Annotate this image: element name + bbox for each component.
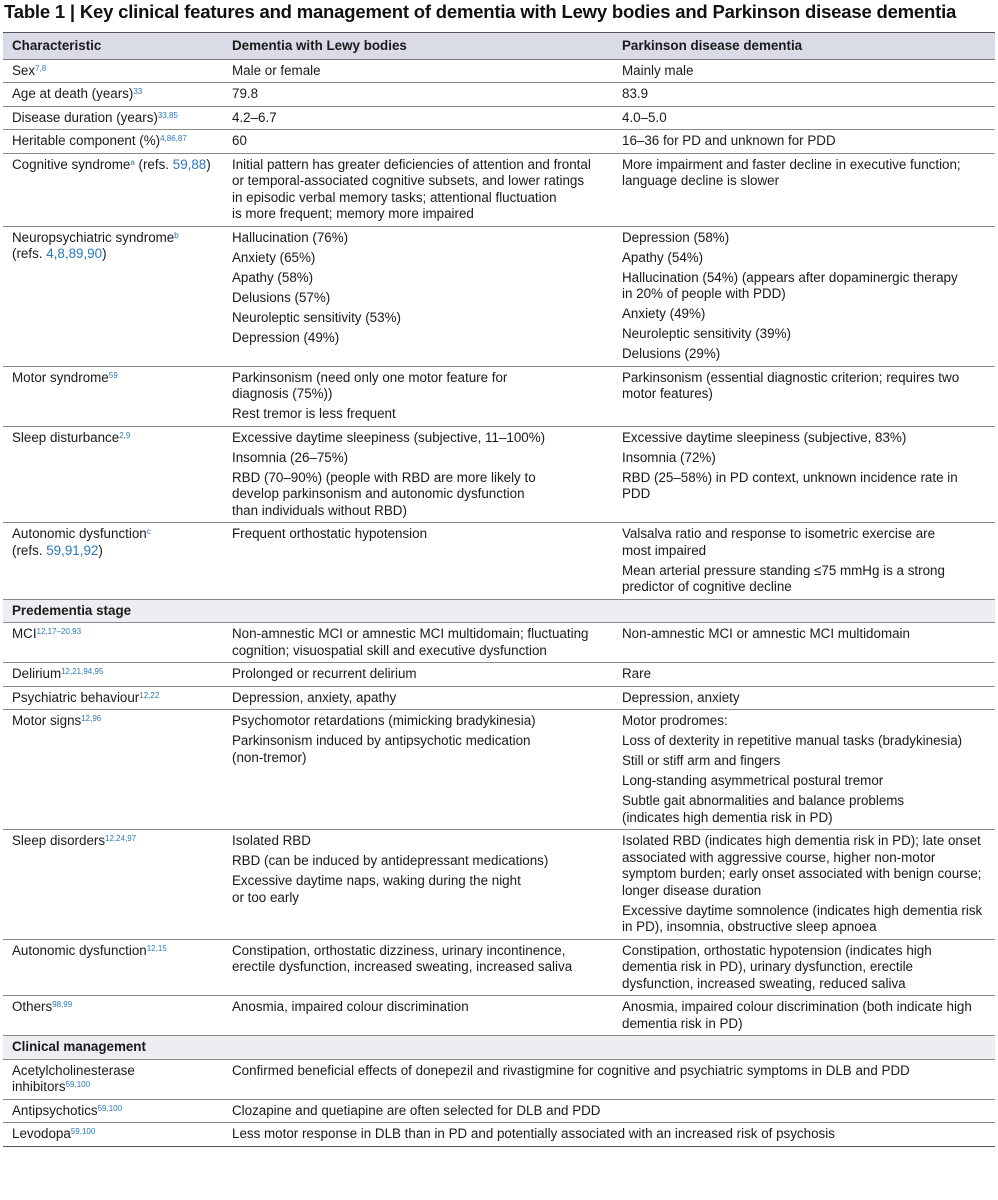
pdd-line: Neuroleptic sensitivity (39%) <box>622 326 791 341</box>
pdd-line: Anxiety (49%) <box>622 306 706 321</box>
characteristic-label: Sleep disturbance <box>12 429 120 445</box>
dlb-cell <box>223 59 613 83</box>
pdd-line: Insomnia (72%) <box>622 449 716 465</box>
reference-superscript[interactable]: 98,99 <box>52 1000 73 1009</box>
table-body <box>3 59 995 1146</box>
characteristic-cell <box>3 59 223 83</box>
reference-link[interactable]: 4,8,89,90 <box>46 246 103 261</box>
pdd-cell <box>613 663 995 687</box>
pdd-line: Valsalva ratio and response to isometric exercise are most impaired <box>622 526 936 558</box>
pdd-line: Non-amnestic MCI or amnestic MCI multidomain <box>622 626 910 641</box>
pdd-cell <box>613 153 995 226</box>
table-row <box>3 226 995 366</box>
pdd-line: Mainly male <box>622 62 694 78</box>
pdd-cell <box>613 83 995 107</box>
dlb-line: Initial pattern has greater deficiencies of attention and frontal or temporal-associated cognitive subsets, and lower ratings in episodic verbal memory tasks; attentional fluctuation is more frequent; memory more impaired <box>232 156 591 221</box>
table-header-row <box>3 33 995 60</box>
table-row <box>3 1123 995 1147</box>
clinical-features-table <box>3 32 995 1147</box>
table-row <box>3 366 995 426</box>
table-row <box>3 83 995 107</box>
characteristic-label: MCI <box>12 626 37 641</box>
table-row <box>3 623 995 663</box>
pdd-cell <box>613 59 995 83</box>
pdd-line: More impairment and faster decline in executive function; language decline is slower <box>622 156 961 188</box>
dlb-cell <box>223 663 613 687</box>
table-row <box>3 939 995 996</box>
characteristic-cell <box>3 1059 223 1099</box>
dlb-line: Anxiety (65%) <box>232 249 316 265</box>
characteristic-label: Autonomic dysfunction <box>12 526 147 541</box>
table-row <box>3 710 995 830</box>
dlb-cell <box>223 106 613 130</box>
pdd-line: Hallucination (54%) (appears after dopaminergic therapy in 20% of people with PDD) <box>622 269 958 301</box>
pdd-line: 16–36 for PD and unknown for PDD <box>622 133 836 148</box>
pdd-cell <box>613 710 995 830</box>
reference-superscript[interactable]: 33 <box>133 87 143 96</box>
dlb-line: Non-amnestic MCI or amnestic MCI multidomain; fluctuating cognition; visuospatial skill and executive dysfunction <box>232 626 589 658</box>
pdd-line: Parkinsonism (essential diagnostic criterion; requires two motor features) <box>622 369 960 401</box>
pdd-line: Depression (58%) <box>622 229 730 245</box>
characteristic-cell <box>3 1123 223 1147</box>
dlb-line: Apathy (58%) <box>232 269 314 285</box>
pdd-cell <box>613 686 995 710</box>
header-pdd: Parkinson disease dementia <box>613 33 995 60</box>
pdd-cell <box>613 939 995 996</box>
pdd-line: Excessive daytime somnolence (indicates high dementia risk in PD), insomnia, obstructive sleep apnoea <box>622 902 983 934</box>
dlb-line: Psychomotor retardations (mimicking bradykinesia) <box>232 713 536 728</box>
pdd-line: 83.9 <box>622 86 649 101</box>
dlb-cell <box>223 686 613 710</box>
reference-superscript[interactable]: 12,17–20,93 <box>36 627 82 636</box>
pdd-cell <box>613 366 995 426</box>
reference-superscript[interactable]: 59,100 <box>65 1080 91 1089</box>
pdd-line: Apathy (54%) <box>622 249 704 265</box>
reference-link[interactable]: 59,88 <box>172 156 207 172</box>
pdd-cell <box>613 426 995 523</box>
reference-link[interactable]: 59,91,92 <box>46 542 99 558</box>
pdd-cell <box>613 226 995 366</box>
refs-suffix: ) <box>102 246 107 261</box>
characteristic-cell <box>3 426 223 523</box>
dlb-line: RBD (70–90%) (people with RBD are more likely to develop parkinsonism and autonomic dysfunction than individuals without RBD) <box>232 469 536 518</box>
reference-superscript: b <box>174 230 179 240</box>
table-row <box>3 106 995 130</box>
characteristic-label: Disease duration (years) <box>12 109 158 125</box>
table-row <box>3 426 995 523</box>
characteristic-cell <box>3 106 223 130</box>
reference-superscript[interactable]: 12,15 <box>146 943 167 953</box>
dlb-cell <box>223 153 613 226</box>
refs-suffix: ) <box>206 156 211 172</box>
combined-cell: Confirmed beneficial effects of donepezil and rivastigmine for cognitive and psychiatric symptoms in DLB and PDD <box>223 1059 995 1099</box>
reference-superscript[interactable]: 59 <box>108 370 118 380</box>
dlb-line: 60 <box>232 133 247 148</box>
pdd-line: Subtle gait abnormalities and balance problems (indicates high dementia risk in PD) <box>622 793 905 825</box>
dlb-cell <box>223 83 613 107</box>
characteristic-label: Acetylcholinesterase inhibitors <box>12 1062 135 1094</box>
dlb-line: 4.2–6.7 <box>232 109 277 125</box>
characteristic-label: Levodopa <box>12 1126 71 1141</box>
combined-cell: Clozapine and quetiapine are often selected for DLB and PDD <box>223 1099 995 1123</box>
table-row <box>3 686 995 710</box>
pdd-cell <box>613 623 995 663</box>
dlb-line: Male or female <box>232 62 321 78</box>
dlb-cell <box>223 523 613 600</box>
characteristic-label: Motor syndrome <box>12 369 109 385</box>
table-row <box>3 153 995 226</box>
dlb-line: Constipation, orthostatic dizziness, urinary incontinence, erectile dysfunction, increased sweating, increased saliva <box>232 942 573 974</box>
characteristic-label: Sex <box>12 62 36 78</box>
dlb-line: 79.8 <box>232 86 259 101</box>
dlb-line: Delusions (57%) <box>232 289 331 305</box>
dlb-cell <box>223 710 613 830</box>
dlb-line: Parkinsonism induced by antipsychotic medication (non-tremor) <box>232 733 531 765</box>
characteristic-label: Heritable component (%) <box>12 133 161 148</box>
dlb-cell <box>223 366 613 426</box>
reference-superscript[interactable]: 12,24,97 <box>105 834 137 843</box>
characteristic-cell <box>3 939 223 996</box>
reference-superscript[interactable]: 59,100 <box>97 1103 123 1113</box>
reference-superscript[interactable]: 7,8 <box>35 63 47 73</box>
section-row <box>3 599 995 623</box>
dlb-line: Depression (49%) <box>232 329 340 345</box>
dlb-cell <box>223 426 613 523</box>
table-row <box>3 130 995 154</box>
header-characteristic: Characteristic <box>3 33 223 60</box>
characteristic-label: Autonomic dysfunction <box>12 942 147 958</box>
dlb-line: Excessive daytime sleepiness (subjective, 11–100%) <box>232 429 546 445</box>
pdd-line: Depression, anxiety <box>622 689 740 705</box>
dlb-line: Insomnia (26–75%) <box>232 449 349 465</box>
section-row <box>3 1036 995 1060</box>
pdd-line: Anosmia, impaired colour discrimination (both indicate high dementia risk in PD) <box>622 999 972 1031</box>
dlb-cell <box>223 996 613 1036</box>
refs-prefix: (refs. <box>12 246 43 261</box>
characteristic-cell <box>3 830 223 940</box>
dlb-line: Prolonged or recurrent delirium <box>232 666 417 681</box>
table-row <box>3 1099 995 1123</box>
characteristic-label: Motor signs <box>12 713 82 728</box>
characteristic-cell <box>3 710 223 830</box>
reference-superscript: c <box>146 527 151 536</box>
characteristic-label: Sleep disorders <box>12 833 106 848</box>
dlb-line: Parkinsonism (need only one motor feature for diagnosis (75%)) <box>232 369 508 401</box>
reference-superscript[interactable]: 12,96 <box>81 714 102 723</box>
dlb-cell <box>223 939 613 996</box>
characteristic-cell <box>3 366 223 426</box>
reference-superscript[interactable]: 2,9 <box>119 430 131 440</box>
characteristic-label: Delirium <box>12 666 62 681</box>
reference-superscript[interactable]: 59,100 <box>70 1127 96 1136</box>
pdd-cell <box>613 830 995 940</box>
dlb-line: Excessive daytime naps, waking during the night or too early <box>232 873 521 905</box>
reference-superscript[interactable]: 12,22 <box>139 690 160 700</box>
pdd-line: Loss of dexterity in repetitive manual tasks (bradykinesia) <box>622 733 963 748</box>
pdd-line: RBD (25–58%) in PD context, unknown incidence rate in PDD <box>622 469 958 501</box>
table-row <box>3 996 995 1036</box>
pdd-line: Constipation, orthostatic hypotension (indicates high dementia risk in PD), urinary dysfunction, erectile dysfunction, increased sweating, reduced saliva <box>622 942 932 991</box>
table-row <box>3 523 995 600</box>
table-row <box>3 59 995 83</box>
table-title: Table 1 | Key clinical features and management of dementia with Lewy bodies and Parkinson disease dementia <box>4 1 957 22</box>
dlb-line: Depression, anxiety, apathy <box>232 689 397 705</box>
dlb-line: Rest tremor is less frequent <box>232 406 396 421</box>
pdd-cell <box>613 130 995 154</box>
table-row <box>3 663 995 687</box>
dlb-line: Neuroleptic sensitivity (53%) <box>232 309 401 325</box>
characteristic-label: Neuropsychiatric syndrome <box>12 229 175 245</box>
characteristic-cell <box>3 663 223 687</box>
pdd-line: Rare <box>622 666 652 681</box>
refs-prefix: (refs. <box>12 542 43 558</box>
characteristic-cell <box>3 996 223 1036</box>
pdd-line: Isolated RBD (indicates high dementia risk in PD); late onset associated with aggressive course, higher non-motor symptom burden; early onset associated with benign course; longer disease duration <box>622 833 982 898</box>
characteristic-label: Age at death (years) <box>12 86 134 101</box>
section-heading: Predementia stage <box>3 599 995 623</box>
dlb-line: Isolated RBD <box>232 833 311 848</box>
dlb-cell <box>223 623 613 663</box>
pdd-line: Still or stiff arm and fingers <box>622 753 781 768</box>
dlb-line: Frequent orthostatic hypotension <box>232 526 428 541</box>
combined-cell: Less motor response in DLB than in PD and potentially associated with an increased risk of psychosis <box>223 1123 995 1147</box>
characteristic-label: Cognitive syndrome <box>12 156 131 172</box>
characteristic-cell <box>3 226 223 366</box>
header-dlb: Dementia with Lewy bodies <box>223 33 613 60</box>
dlb-line: Hallucination (76%) <box>232 229 349 245</box>
section-heading: Clinical management <box>3 1036 995 1060</box>
characteristic-cell <box>3 83 223 107</box>
dlb-line: RBD (can be induced by antidepressant medications) <box>232 853 549 868</box>
reference-superscript[interactable]: 33,85 <box>157 110 178 120</box>
dlb-cell <box>223 130 613 154</box>
table-row <box>3 830 995 940</box>
characteristic-label: Others <box>12 999 53 1014</box>
pdd-cell <box>613 106 995 130</box>
refs-prefix: (refs. <box>134 156 173 172</box>
characteristic-cell <box>3 1099 223 1123</box>
characteristic-cell <box>3 523 223 600</box>
table-row <box>3 1059 995 1099</box>
characteristic-cell <box>3 623 223 663</box>
pdd-cell <box>613 523 995 600</box>
characteristic-cell <box>3 130 223 154</box>
characteristic-label: Antipsychotics <box>12 1102 98 1118</box>
pdd-line: Motor prodromes: <box>622 713 728 728</box>
dlb-cell <box>223 830 613 940</box>
reference-superscript[interactable]: 12,21,94,95 <box>61 667 104 676</box>
characteristic-cell <box>3 686 223 710</box>
pdd-line: Mean arterial pressure standing ≤75 mmHg is a strong predictor of cognitive decline <box>622 562 945 594</box>
reference-superscript[interactable]: 4,86,87 <box>160 134 187 143</box>
pdd-line: 4.0–5.0 <box>622 109 667 125</box>
pdd-line: Long-standing asymmetrical postural tremor <box>622 773 884 788</box>
pdd-cell <box>613 996 995 1036</box>
dlb-cell <box>223 226 613 366</box>
refs-suffix: ) <box>98 542 103 558</box>
pdd-line: Excessive daytime sleepiness (subjective, 83%) <box>622 429 907 445</box>
pdd-line: Delusions (29%) <box>622 346 721 361</box>
characteristic-cell <box>3 153 223 226</box>
reference-superscript: a <box>130 157 135 167</box>
characteristic-label: Psychiatric behaviour <box>12 689 140 705</box>
dlb-line: Anosmia, impaired colour discrimination <box>232 999 469 1014</box>
